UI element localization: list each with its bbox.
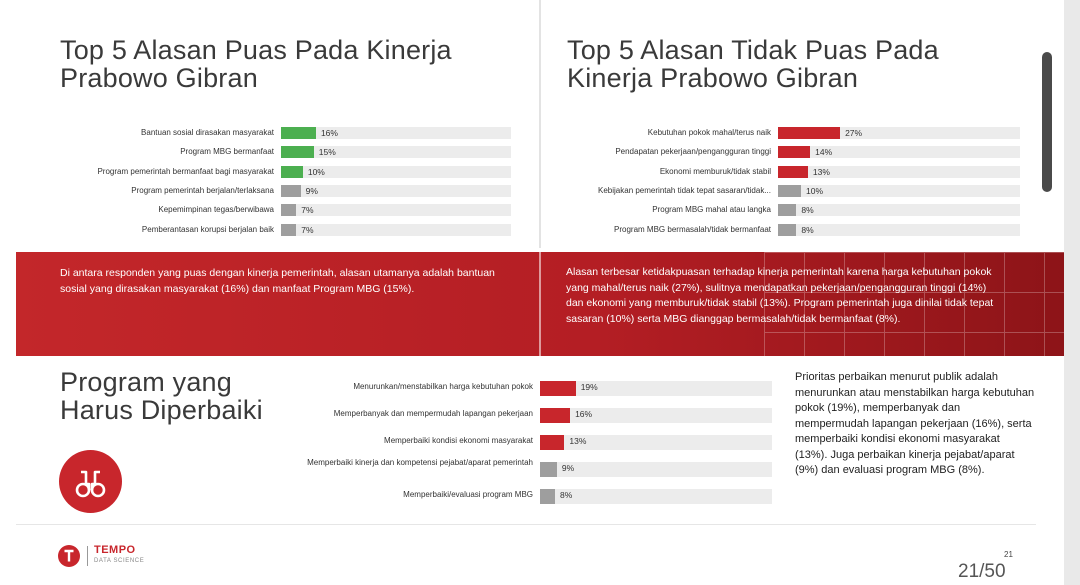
bar-category-label: Program pemerintah bermanfaat bagi masyarakat: [97, 166, 274, 176]
bar-row: [560, 165, 1020, 179]
bar-track: [540, 489, 772, 504]
bar-value-label: 7%: [301, 224, 314, 235]
tempo-logo-icon: [58, 545, 80, 567]
summary-band: [16, 252, 1064, 356]
scrollbar-thumb[interactable]: [1042, 52, 1052, 192]
priority-summary-text: Prioritas perbaikan menurut publik adalah menurunkan atau menstabilkan harga kebutuhan pokok (19%), memperbanyak dan mempermudah lapangan pekerjaan (16%), serta memperbaiki kondisi ekonomi masyarakat (13%). Juga perbaikan kinerja pejabat/aparat (9%) dan evaluasi program MBG (8%).: [795, 371, 1035, 476]
bar-row: [60, 184, 511, 198]
bar-value-label: 10%: [307, 166, 325, 177]
bar-category-label: Menurunkan/menstabilkan harga kebutuhan pokok: [353, 382, 533, 391]
bar: [778, 204, 796, 216]
bar-track: [281, 146, 511, 158]
bar-category-label: Program pemerintah berjalan/terlaksana: [131, 185, 274, 195]
bar-row: [290, 488, 772, 502]
left-summary-text: Di antara responden yang puas dengan kinerja pemerintah, alasan utamanya adalah bantuan sosial yang dirasakan masyarakat (16%) dan manfaat Program MBG (15%).: [60, 267, 495, 295]
footer-divider: [16, 524, 1036, 525]
bar-category-label: Bantuan sosial dirasakan masyarakat: [141, 128, 274, 137]
bar-track: [281, 204, 511, 216]
bar: [778, 185, 801, 197]
bar-track: [540, 381, 772, 396]
bar-category-label: Pendapatan pekerjaan/pengangguran tinggi: [615, 147, 771, 157]
bar-track: [281, 224, 511, 236]
binoculars-icon: [59, 450, 122, 513]
bar: [281, 166, 303, 178]
bar-track: [540, 462, 772, 477]
bar-category-label: Program MBG bermasalah/tidak bermanfaat: [614, 224, 771, 234]
bar: [540, 381, 576, 396]
bar: [540, 462, 557, 477]
bar-category-label: Memperbaiki/evaluasi program MBG: [403, 490, 533, 499]
bar-value-label: 9%: [305, 185, 318, 196]
bar-value-label: 7%: [301, 205, 314, 216]
bar-category-label: Pemberantasan korupsi berjalan baik: [141, 224, 274, 234]
bar-row: [560, 203, 1020, 217]
right-summary-text: Alasan terbesar ketidakpuasan terhadap kinerja pemerintah karena harga kebutuhan pokok yang mahal/terus naik (27%), sulitnya mendapatkan pekerjaan/pengangguran tinggi (14%) dan ekonomi yang memburuk/tidak stabil (13%). Program pemerintah juga dinilai tidak tepat sasaran (10%) serta MBG dianggap bermasalah/tidak bermanfaat (8%).: [566, 266, 994, 325]
page-indicator: 21/50: [958, 561, 1006, 582]
bar-value-label: 8%: [801, 224, 814, 235]
bar-value-label: 27%: [845, 128, 863, 138]
bar-track: [778, 224, 1020, 236]
bar-category-label: Ekonomi memburuk/tidak stabil: [659, 166, 771, 176]
bar: [281, 127, 316, 139]
bar-value-label: 13%: [812, 166, 830, 177]
left-chart-title: Top 5 Alasan Puas Pada Kinerja Prabowo Gibran: [60, 35, 452, 93]
bar-track: [778, 204, 1020, 216]
bar-row: [290, 458, 772, 475]
bar-track: [778, 127, 1020, 139]
bar: [281, 204, 296, 216]
improvement-title: Program yang Harus Diperbaiki: [60, 367, 263, 425]
bar-row: [290, 380, 772, 394]
bar: [540, 489, 555, 504]
right-chart-title: Top 5 Alasan Tidak Puas Pada Kinerja Prabowo Gibran: [567, 35, 939, 93]
bar-category-label: Memperbanyak dan mempermudah lapangan pekerjaan: [333, 409, 533, 418]
bar: [778, 224, 796, 236]
bar-row: [560, 126, 1020, 140]
bar-value-label: 10%: [805, 185, 823, 196]
logo-name: TEMPO: [94, 544, 136, 556]
bar-category-label: Memperbaiki kinerja dan kompetensi pejabat/aparat pemerintah: [307, 458, 533, 467]
bar-row: [60, 145, 511, 159]
bar: [281, 224, 296, 236]
bar-row: [60, 223, 511, 237]
logo-separator: [87, 546, 88, 566]
bar-value-label: 15%: [318, 147, 336, 158]
bar-row: [290, 407, 772, 421]
bar-row: [560, 184, 1020, 198]
bar-value-label: 16%: [320, 128, 338, 138]
bar-category-label: Kebijakan pemerintah tidak tepat sasaran/tidak...: [598, 185, 771, 195]
bar-category-label: Program MBG mahal atau langka: [652, 205, 771, 215]
bar-category-label: Kepemimpinan tegas/berwibawa: [158, 205, 274, 215]
bar-value-label: 9%: [561, 463, 575, 473]
bar-row: [560, 223, 1020, 237]
bar: [281, 185, 301, 197]
band-divider: [539, 252, 541, 356]
bar-row: [560, 145, 1020, 159]
bar-value-label: 8%: [560, 490, 573, 500]
bar-row: [60, 126, 511, 140]
bar-value-label: 8%: [801, 205, 814, 216]
bar: [778, 146, 810, 158]
bar-value-label: 14%: [815, 147, 833, 158]
logo-subtitle: DATA SCIENCE: [94, 558, 145, 564]
bar-row: [290, 434, 772, 448]
bar-category-label: Memperbaiki kondisi ekonomi masyarakat: [384, 436, 533, 445]
bar-row: [60, 165, 511, 179]
bar-row: [60, 203, 511, 217]
bar: [778, 127, 840, 139]
bar: [778, 166, 808, 178]
bar-category-label: Kebutuhan pokok mahal/terus naik: [647, 128, 771, 137]
bar: [540, 435, 564, 450]
slide-number: 21: [1004, 550, 1013, 559]
bar-track: [281, 127, 511, 139]
bar-value-label: 13%: [569, 436, 587, 446]
bar-value-label: 16%: [575, 409, 593, 419]
bar: [540, 408, 570, 423]
bar-category-label: Program MBG bermanfaat: [180, 147, 274, 157]
bar-value-label: 19%: [580, 382, 598, 392]
column-divider: [539, 0, 541, 248]
bar: [281, 146, 314, 158]
